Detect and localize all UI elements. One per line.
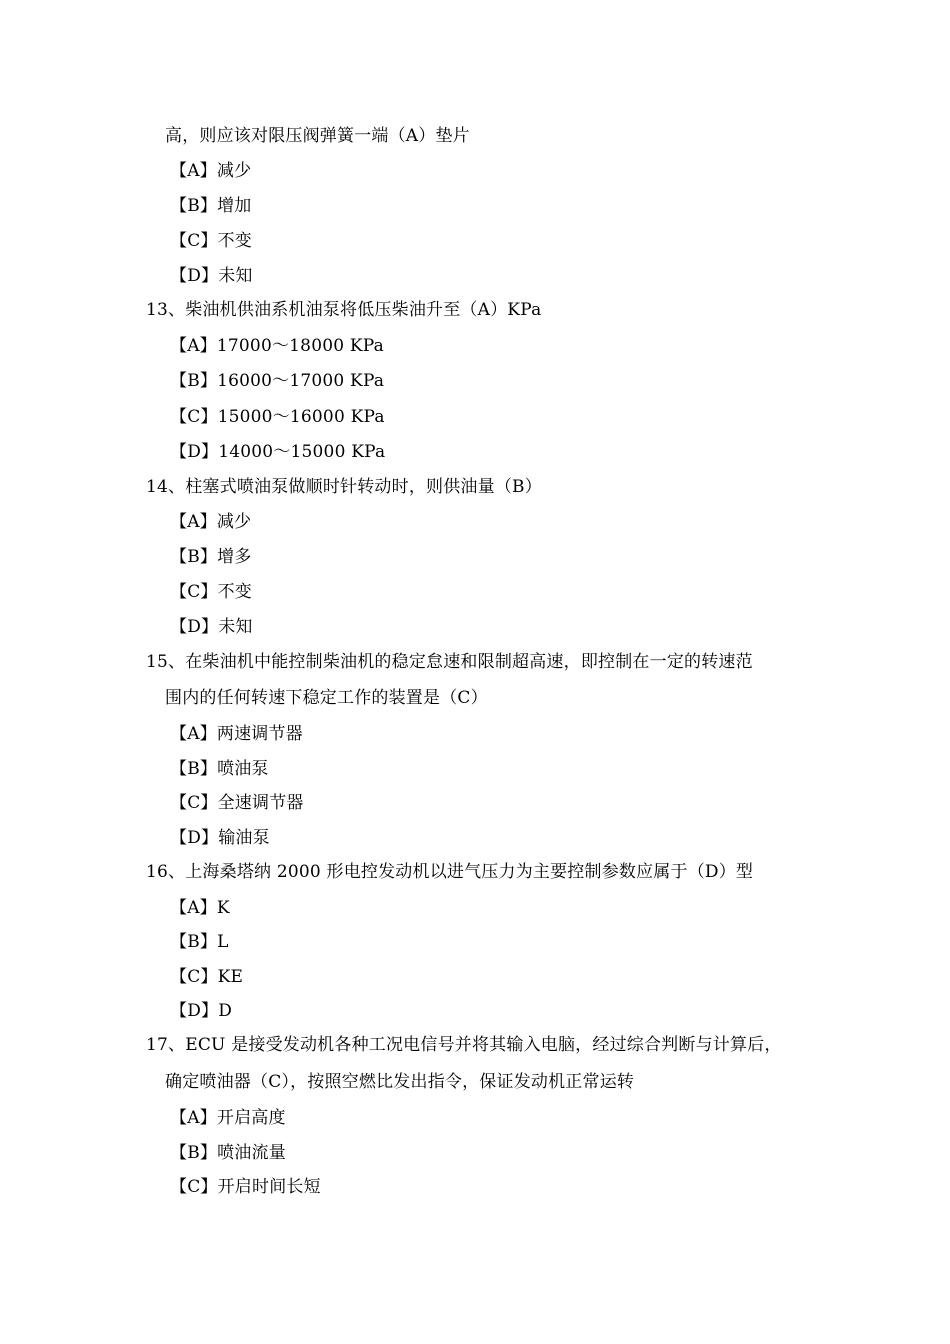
- option-b: 【B】增加: [170, 196, 252, 216]
- option-c: 【C】开启时间长短: [170, 1177, 321, 1197]
- option-c: 【C】KE: [170, 967, 244, 987]
- question-16: 16、上海桑塔纳 2000 形电控发动机以进气压力为主要控制参数应属于（D）型: [146, 862, 754, 882]
- option-c: 【C】全速调节器: [170, 793, 304, 813]
- option-a: 【A】开启高度: [170, 1108, 286, 1128]
- option-c: 【C】15000～16000 KPa: [170, 407, 385, 427]
- option-c: 【C】不变: [170, 582, 253, 602]
- option-a: 【A】减少: [170, 512, 252, 532]
- question-12-continuation: 高，则应该对限压阀弹簧一端（A）垫片: [165, 126, 470, 146]
- option-a: 【A】K: [170, 898, 230, 918]
- question-14: 14、柱塞式喷油泵做顺时针转动时，则供油量（B）: [146, 477, 542, 497]
- option-b: 【B】L: [170, 932, 229, 952]
- option-b: 【B】喷油泵: [170, 759, 269, 779]
- question-15: 15、在柴油机中能控制柴油机的稳定怠速和限制超高速，即控制在一定的转速范: [146, 652, 753, 672]
- option-c: 【C】不变: [170, 231, 253, 251]
- question-15-continuation: 围内的任何转速下稳定工作的装置是（C）: [165, 688, 488, 708]
- option-d: 【D】未知: [170, 266, 253, 286]
- question-13: 13、柴油机供油系机油泵将低压柴油升至（A）KPa: [146, 300, 542, 320]
- option-a: 【A】两速调节器: [170, 724, 303, 744]
- option-d: 【D】14000～15000 KPa: [170, 442, 386, 462]
- option-a: 【A】减少: [170, 161, 252, 181]
- option-b: 【B】16000～17000 KPa: [170, 371, 385, 391]
- question-17: 17、ECU 是接受发动机各种工况电信号并将其输入电脑，经过综合判断与计算后，: [146, 1035, 782, 1055]
- option-b: 【B】喷油流量: [170, 1143, 286, 1163]
- option-a: 【A】17000～18000 KPa: [170, 336, 384, 356]
- question-17-continuation: 确定喷油器（C），按照空燃比发出指令，保证发动机正常运转: [165, 1072, 635, 1092]
- option-d: 【D】未知: [170, 617, 253, 637]
- option-b: 【B】增多: [170, 547, 252, 567]
- option-d: 【D】D: [170, 1001, 233, 1021]
- option-d: 【D】输油泵: [170, 828, 270, 848]
